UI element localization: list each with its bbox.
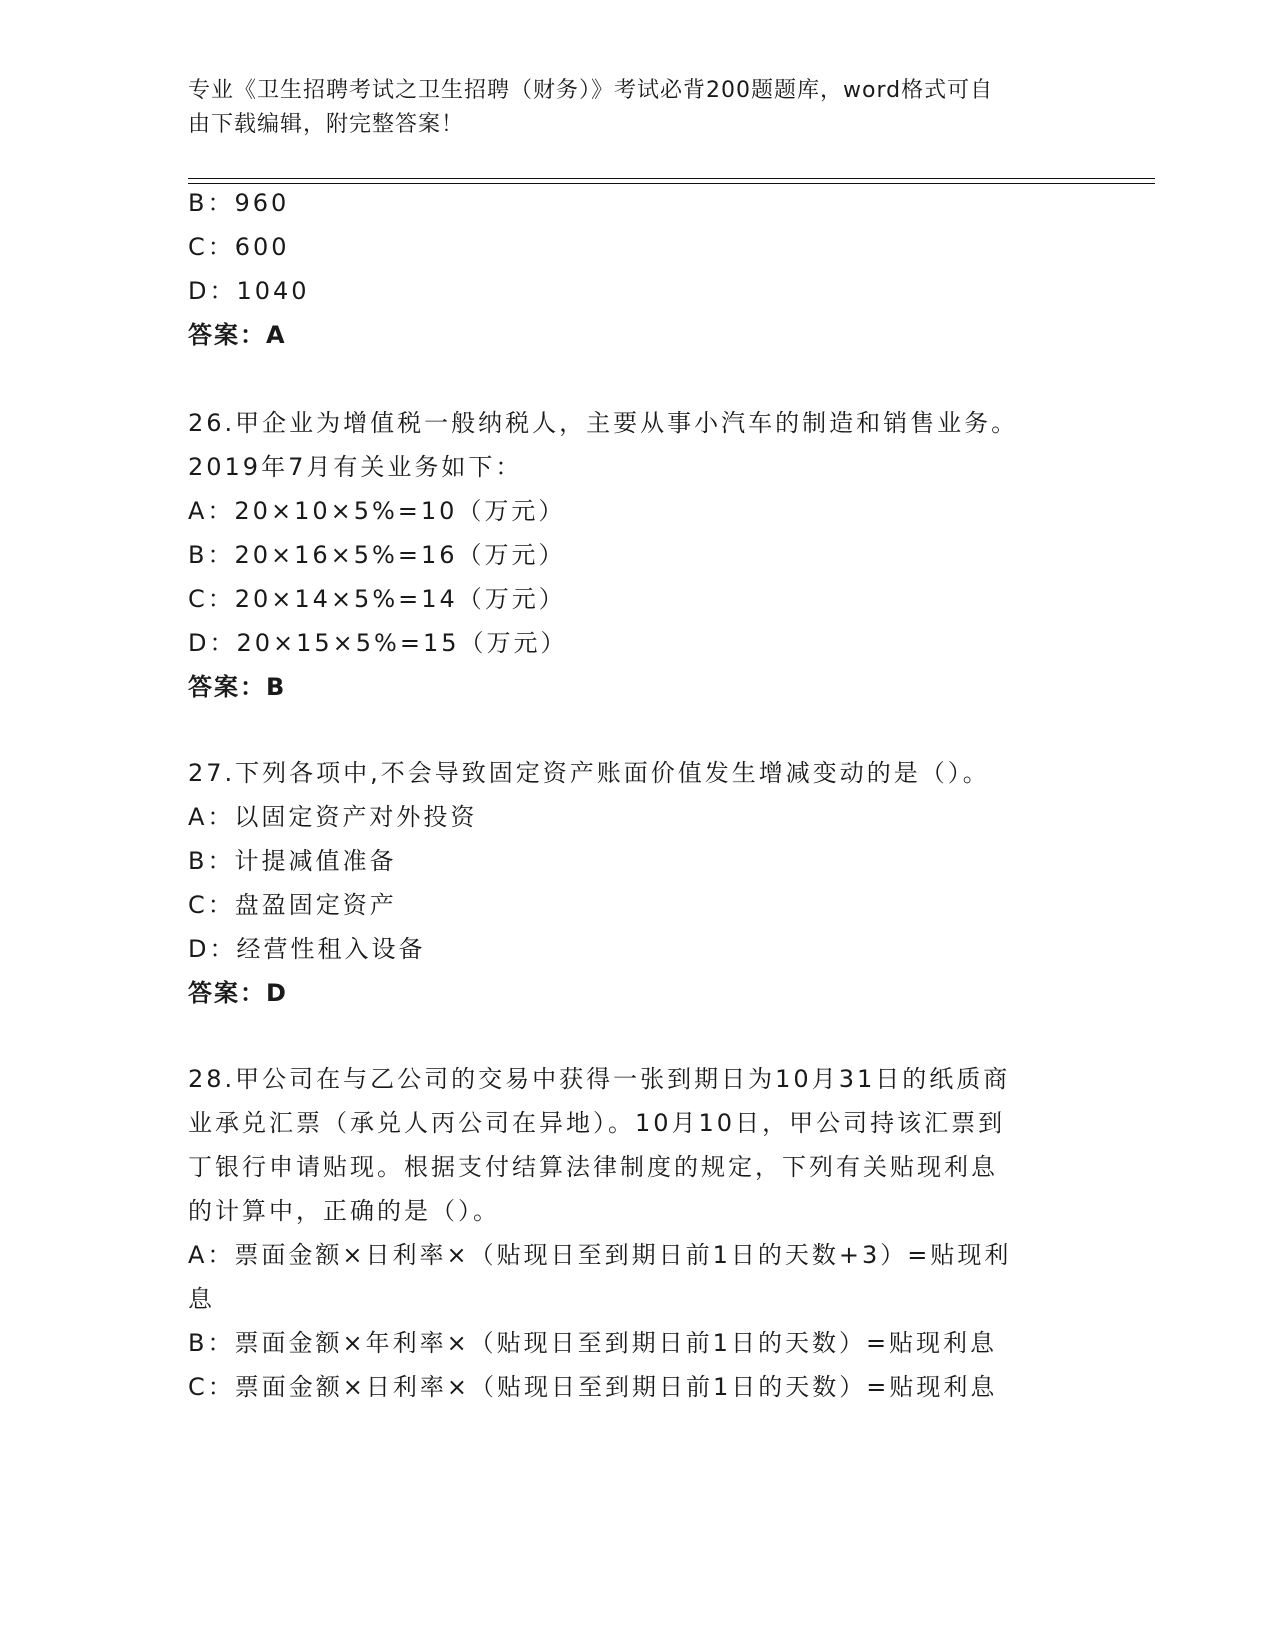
q26-option-b: B：20×16×5%=16（万元） — [188, 541, 566, 569]
q26-stem-line-1: 26.甲企业为增值税一般纳税人，主要从事小汽车的制造和销售业务。 — [188, 409, 1019, 437]
document-header — [188, 74, 1088, 142]
header-line-1: 专业《卫生招聘考试之卫生招聘（财务）》考试必背200题题库，word格式可自 — [188, 78, 994, 103]
header-divider-bottom — [188, 183, 1155, 184]
q26-option-d: D：20×15×5%=15（万元） — [188, 629, 568, 657]
header-line-2: 由下载编辑，附完整答案！ — [188, 112, 465, 137]
q27-option-a: A：以固定资产对外投资 — [188, 803, 478, 831]
q26-answer: 答案：B — [188, 673, 287, 701]
q28-stem-line-2: 业承兑汇票（承兑人丙公司在异地）。10月10日，甲公司持该汇票到 — [188, 1109, 1006, 1137]
header-divider-top — [188, 178, 1155, 179]
q25-option-d: D：1040 — [188, 277, 310, 305]
q27-option-b: B：计提减值准备 — [188, 847, 397, 875]
q25-option-c: C：600 — [188, 233, 290, 261]
q28-stem-line-1: 28.甲公司在与乙公司的交易中获得一张到期日为10月31日的纸质商 — [188, 1065, 1011, 1093]
q25-option-b: B：960 — [188, 189, 290, 217]
q28-option-b: B：票面金额×年利率×（贴现日至到期日前1日的天数）=贴现利息 — [188, 1329, 998, 1357]
q28-option-a-line-1: A：票面金额×日利率×（贴现日至到期日前1日的天数+3）=贴现利 — [188, 1241, 1012, 1269]
q28-stem-line-4: 的计算中，正确的是（）。 — [188, 1197, 500, 1225]
q28-option-a-line-2: 息 — [188, 1285, 215, 1313]
q27-answer: 答案：D — [188, 979, 288, 1007]
q27-option-d: D：经营性租入设备 — [188, 935, 426, 963]
q27-option-c: C：盘盈固定资产 — [188, 891, 397, 919]
q25-answer: 答案：A — [188, 321, 287, 349]
q27-stem: 27.下列各项中,不会导致固定资产账面价值发生增减变动的是（）。 — [188, 759, 990, 787]
q26-option-a: A：20×10×5%=10（万元） — [188, 497, 566, 525]
q26-stem-line-2: 2019年7月有关业务如下： — [188, 453, 523, 481]
q26-option-c: C：20×14×5%=14（万元） — [188, 585, 566, 613]
q28-option-c: C：票面金额×日利率×（贴现日至到期日前1日的天数）=贴现利息 — [188, 1373, 998, 1401]
q28-stem-line-3: 丁银行申请贴现。根据支付结算法律制度的规定，下列有关贴现利息 — [188, 1153, 998, 1181]
